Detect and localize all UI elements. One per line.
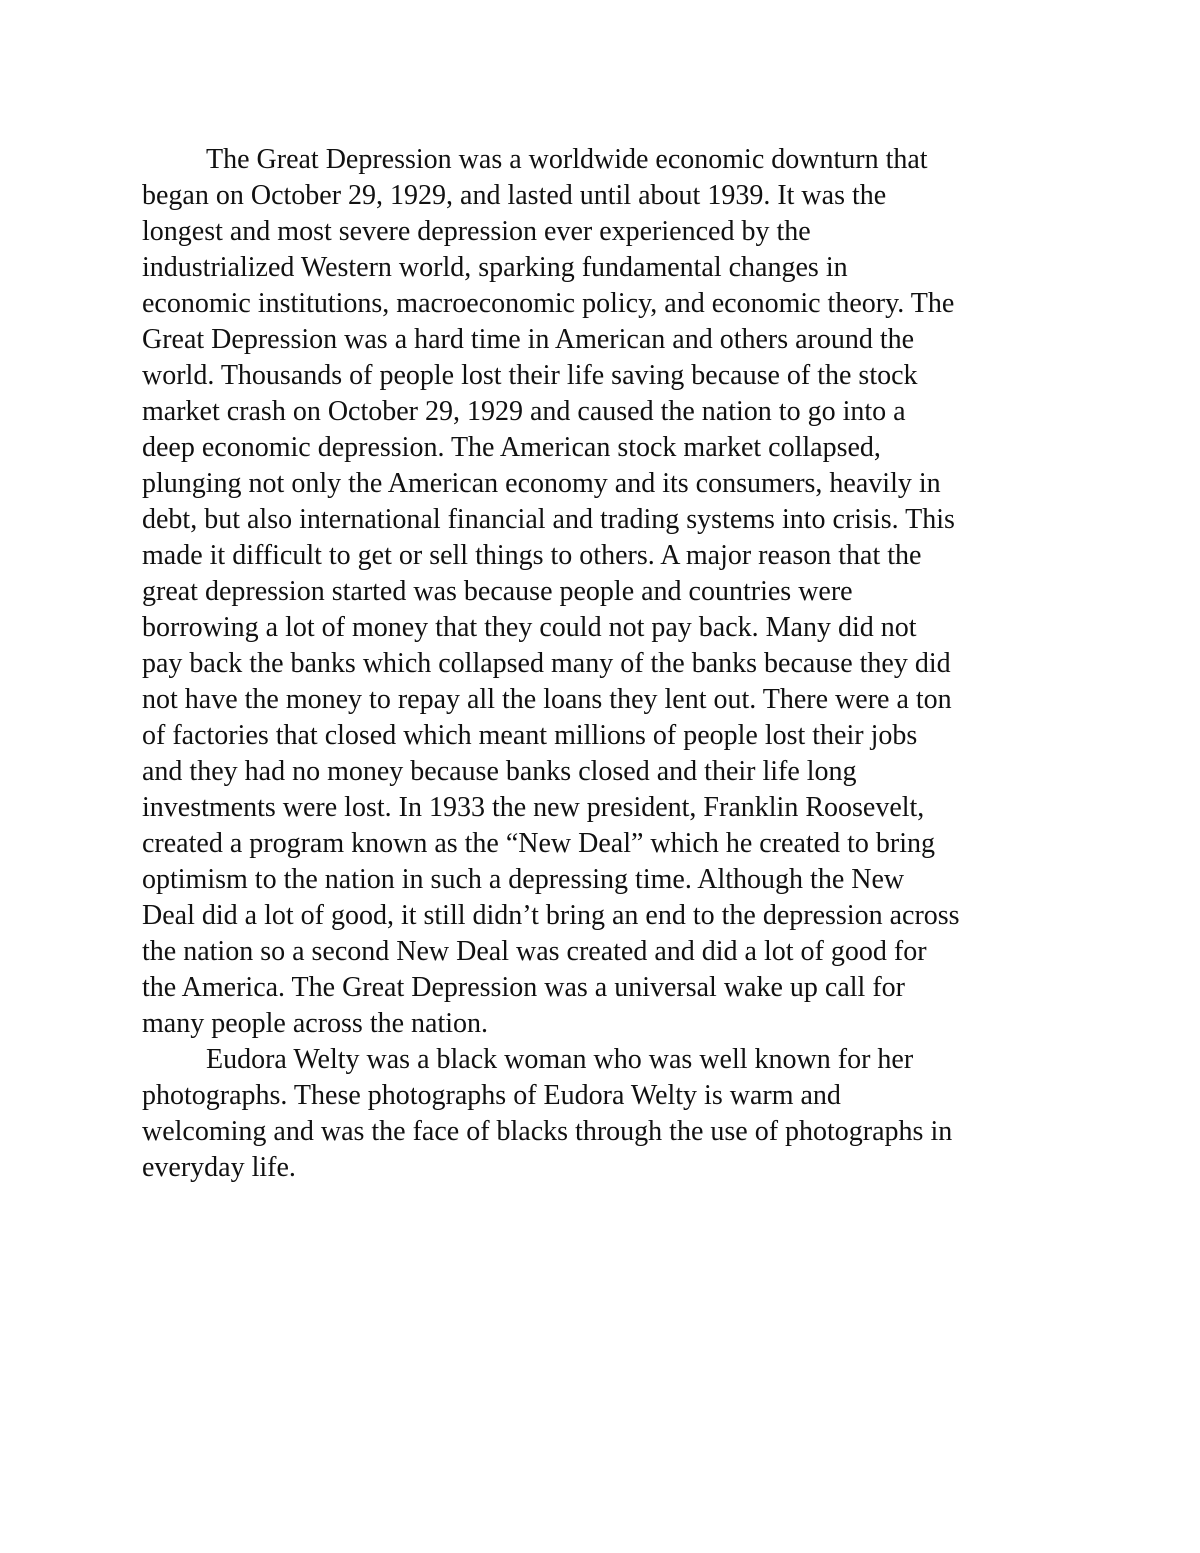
paragraph-line: and they had no money because banks closed and their life long <box>142 756 857 787</box>
paragraph-line: optimism to the nation in such a depressing time. Although the New <box>142 864 905 895</box>
paragraph-line: created a program known as the “New Deal” which he created to bring <box>142 828 935 859</box>
paragraph-line: began on October 29, 1929, and lasted until about 1939. It was the <box>142 180 887 211</box>
paragraph-line: Great Depression was a hard time in American and others around the <box>142 324 915 355</box>
document-body <box>142 142 1072 1186</box>
paragraph-line: plunging not only the American economy and its consumers, heavily in <box>142 468 941 499</box>
paragraph-line: the nation so a second New Deal was created and did a lot of good for <box>142 936 927 967</box>
paragraph-line: many people across the nation. <box>142 1008 489 1039</box>
paragraph-line: borrowing a lot of money that they could not pay back. Many did not <box>142 612 917 643</box>
paragraph-line: deep economic depression. The American stock market collapsed, <box>142 432 881 463</box>
paragraph-line: longest and most severe depression ever experienced by the <box>142 216 811 247</box>
paragraph-eudora-welty <box>142 1042 1072 1186</box>
paragraph-line: photographs. These photographs of Eudora Welty is warm and <box>142 1080 841 1111</box>
paragraph-line: market crash on October 29, 1929 and caused the nation to go into a <box>142 396 906 427</box>
paragraph-line: great depression started was because people and countries were <box>142 576 853 607</box>
paragraph-line: world. Thousands of people lost their life saving because of the stock <box>142 360 918 391</box>
paragraph-line: the America. The Great Depression was a universal wake up call for <box>142 972 905 1003</box>
paragraph-line: not have the money to repay all the loans they lent out. There were a ton <box>142 684 952 715</box>
paragraph-line: pay back the banks which collapsed many of the banks because they did <box>142 648 951 679</box>
paragraph-line: of factories that closed which meant millions of people lost their jobs <box>142 720 918 751</box>
paragraph-line: debt, but also international financial and trading systems into crisis. This <box>142 504 955 535</box>
paragraph-line: everyday life. <box>142 1152 296 1183</box>
paragraph-line: made it difficult to get or sell things to others. A major reason that the <box>142 540 922 571</box>
paragraph-line: investments were lost. In 1933 the new president, Franklin Roosevelt, <box>142 792 925 823</box>
paragraph-line: Deal did a lot of good, it still didn’t bring an end to the depression across <box>142 900 960 931</box>
paragraph-line: The Great Depression was a worldwide economic downturn that <box>206 144 928 175</box>
paragraph-line: industrialized Western world, sparking fundamental changes in <box>142 252 848 283</box>
paragraph-line: welcoming and was the face of blacks through the use of photographs in <box>142 1116 953 1147</box>
paragraph-line: Eudora Welty was a black woman who was well known for her <box>206 1044 914 1075</box>
paragraph-great-depression <box>142 142 1072 1042</box>
paragraph-line: economic institutions, macroeconomic policy, and economic theory. The <box>142 288 955 319</box>
